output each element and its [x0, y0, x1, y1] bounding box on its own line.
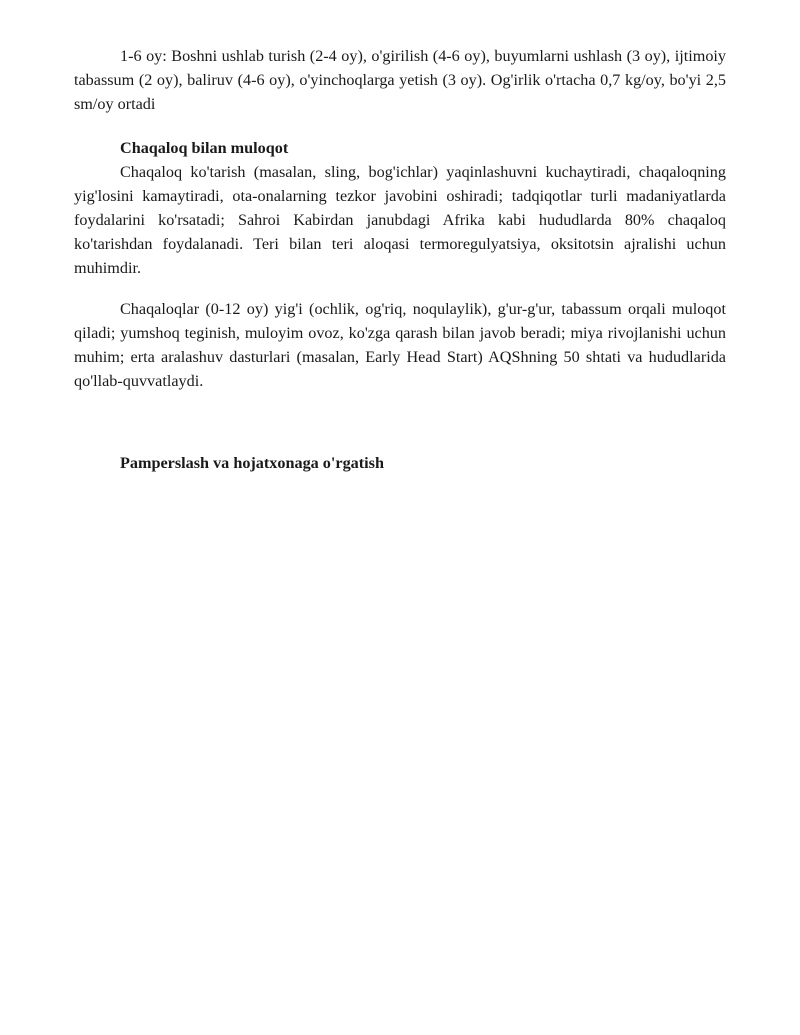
paragraph-milestones: 1-6 oy: Boshni ushlab turish (2-4 oy), o'girilish (4-6 oy), buyumlarni ushlash (3 oy), ijtimoiy tabassum (2 oy), baliruv (4-6 oy), o'yinchoqlarga yetish (3 oy). Og'irlik o'rtacha 0,7 kg/oy, bo'yi 2,5 sm/oy ortadi [74, 47, 726, 113]
paragraph-babywearing: Chaqaloq ko'tarish (masalan, sling, bog'ichlar) yaqinlashuvni kuchaytiradi, chaqaloqning yig'losini kamaytiradi, ota-onalarning tezkor javobini oshiradi; tadqiqotlar turli madaniyatlarda foydalarini ko'rsatadi; Sahroi Kabirdan janubdagi Afrika kabi hududlarda 80% chaqaloq ko'tarishdan foydalanadi. Teri bilan teri aloqasi termoregulyatsiya, oksitotsin ajralishi uchun muhimdir. [74, 163, 726, 277]
spacer [74, 280, 726, 297]
spacer [74, 116, 726, 136]
section-heading-diapering: Pamperslash va hojatxonaga o'rgatish [120, 454, 384, 472]
section-heading-communication: Chaqaloq bilan muloqot [120, 139, 289, 157]
spacer [74, 393, 726, 451]
document-body [74, 44, 726, 475]
paragraph-infant-communication: Chaqaloqlar (0-12 oy) yig'i (ochlik, og'riq, noqulaylik), g'ur-g'ur, tabassum orqali muloqot qiladi; yumshoq teginish, muloyim ovoz, ko'zga qarash bilan javob beradi; miya rivojlanishi uchun muhim; erta aralashuv dasturlari (masalan, Early Head Start) AQShning 50 shtati va hududlarida qo'llab-quvvatlaydi. [74, 300, 726, 390]
